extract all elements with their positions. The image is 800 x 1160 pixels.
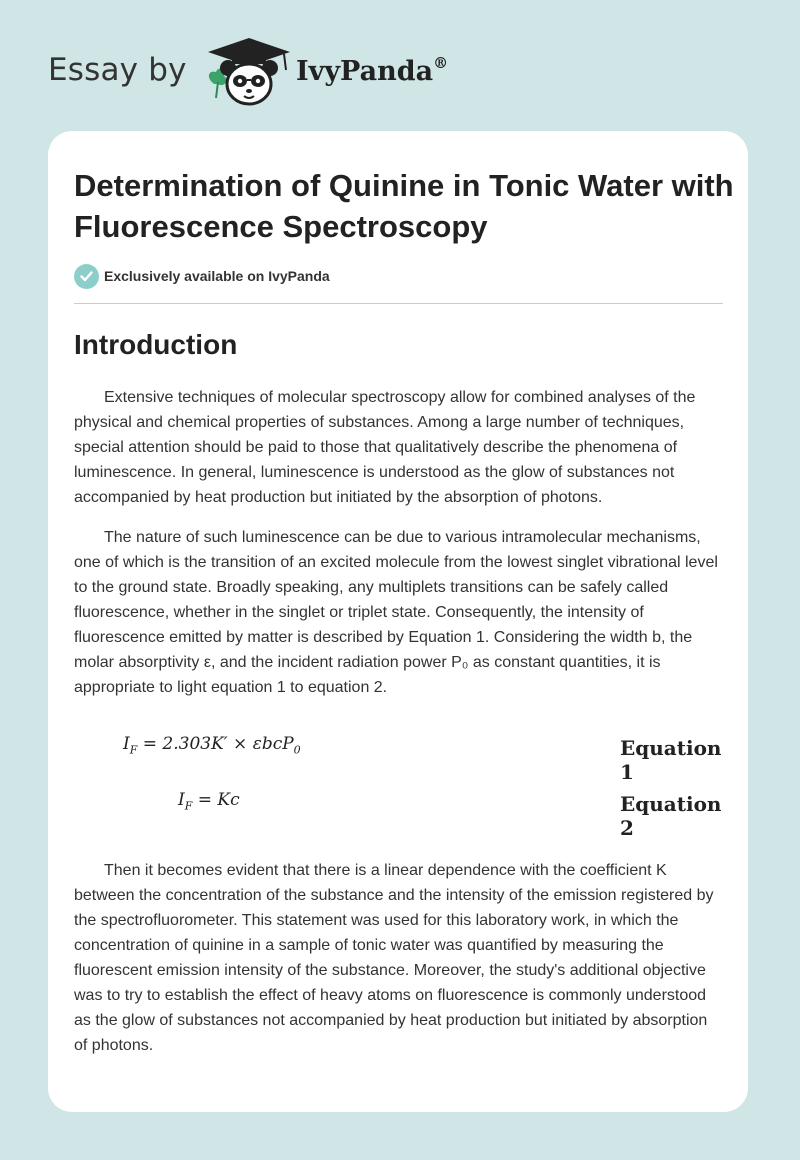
equation-2: $I_F = Kc$ — [178, 790, 240, 813]
badge-text: Exclusively available on IvyPanda — [104, 268, 330, 284]
article-title: Determination of Quinine in Tonic Water with Fluorescence Spectroscopy — [74, 168, 734, 244]
paragraph-1: Extensive techniques of molecular spectroscopy allow for combined analyses of the physical and chemical properties of substances. Among a large number of techniques, special attention should be paid to those that qualitatively describe the phenomena of luminescence. In general, luminescence is understood as the glow of substances not accompanied by heat production but initiated by the absorption of photons. — [74, 389, 696, 506]
equation-2-label: Equation 2 — [620, 792, 722, 840]
section-heading: Introduction — [74, 329, 238, 360]
equation-1: $I_F = 2.303K' \times \varepsilon bcP_0$ — [123, 734, 301, 757]
brand-header[interactable] — [48, 34, 488, 114]
equation-1-label: Equation 1 — [620, 736, 722, 784]
paragraph-2: The nature of such luminescence can be due to various intramolecular mechanisms, one of which is the transition of an excited molecule from the lowest singlet vibrational level to the ground state. Broadly speaking, any multiplets transitions can be safely called fluorescence, whether in the singlet or triplet state. Consequently, the intensity of fluorescence emitted by matter is described by Equation 1. Considering the width b, the molar absorptivity ε, and the incident radiation power P₀ as constant quantities, it is appropriate to light equation 1 to equation 2. — [74, 529, 718, 696]
article-card — [48, 131, 748, 1112]
check-icon — [74, 264, 99, 289]
exclusive-badge — [74, 262, 330, 290]
panda-graduation-cap-icon — [204, 36, 294, 112]
brand-name: IvyPanda® — [296, 54, 449, 87]
brand-prefix: Essay by — [48, 52, 187, 88]
divider — [74, 303, 723, 304]
paragraph-3: Then it becomes evident that there is a linear dependence with the coefficient K between the concentration of the substance and the intensity of the emission registered by the spectrofluorometer. This statement was used for this laboratory work, in which the concentration of quinine in a sample of tonic water was quantified by measuring the fluorescent emission intensity of the substance. Moreover, the study's additional objective was to try to establish the effect of heavy atoms on fluorescence is commonly understood as the glow of substances not accompanied by heat production but initiated by absorption of photons. — [74, 862, 714, 1054]
